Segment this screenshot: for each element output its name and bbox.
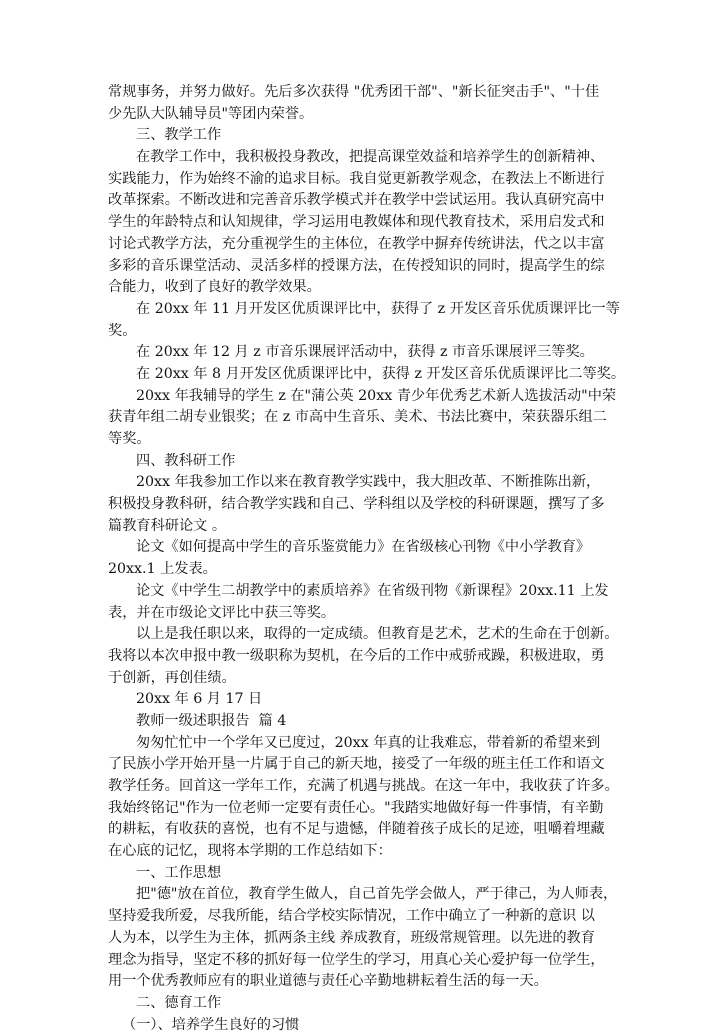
text-line: 坚持爱我所爱，尽我所能，结合学校实际情况，工作中确立了一种新的意识 以 <box>108 908 595 925</box>
text-line: 的耕耘，有收获的喜悦，也有不足与遗憾，伴随着孩子成长的足迹，咀嚼着埋藏 <box>108 821 605 838</box>
text-line: 实践能力，作为始终不渝的追求目标。我自觉更新教学观念，在教法上不断进行 <box>108 170 605 187</box>
text-line: 论文《如何提高中学生的音乐鉴赏能力》在省级核心刊物《中小学教育》 <box>136 539 591 556</box>
text-line: 讨论式教学方法，充分重视学生的主体位，在教学中摒弃传统讲法，代之以丰富 <box>108 235 605 252</box>
text-line: 奖。 <box>108 322 137 339</box>
text-line: 改革探索。不断改进和完善音乐教学模式并在教学中尝试运用。我认真研究高中 <box>108 192 605 209</box>
text-line: 在教学工作中，我积极投身教改，把提高课堂效益和培养学生的创新精神、 <box>136 149 605 166</box>
text-line: 表，并在市级论文评比中获三等奖。 <box>108 604 336 621</box>
text-line: 了民族小学开始开垦一片属于自己的新天地，接受了一年级的班主任工作和语文 <box>108 756 605 773</box>
text-line: 二、德育工作 <box>136 994 222 1011</box>
text-line: 20xx 年 6 月 17 日 <box>136 691 263 708</box>
text-line: 在 20xx 年 8 月开发区优质课评比中，获得 z 开发区音乐优质课评比二等奖。 <box>136 365 626 382</box>
text-line: 论文《中学生二胡教学中的素质培养》在省级刊物《新课程》20xx.11 上发 <box>136 582 609 599</box>
text-line: 积极投身教科研，结合教学实践和自己、学科组以及学校的科研课题，撰写了多 <box>108 496 605 513</box>
text-line: 把"德"放在首位，教育学生做人，自己首先学会做人，严于律己，为人师表， <box>136 886 618 903</box>
text-line: 四、教科研工作 <box>136 452 236 469</box>
text-line: 多彩的音乐课堂活动、灵活多样的授课方法，在传授知识的同时，提高学生的综 <box>108 257 605 274</box>
text-line: 教学任务。回首这一学年工作，充满了机遇与挑战。在这一年中，我收获了许多。 <box>108 778 619 794</box>
document-page <box>108 82 626 1036</box>
text-line: 20xx.1 上发表。 <box>108 561 217 578</box>
text-line: 在 20xx 年 11 月开发区优质课评比中，获得了 z 开发区音乐优质课评比一等 <box>136 300 620 317</box>
text-line: 合能力，收到了良好的教学效果。 <box>108 279 321 296</box>
text-line: 学生的年龄特点和认知规律，学习运用电教媒体和现代教育技术，采用启发式和 <box>108 214 605 231</box>
text-line: 常规事务，并努力做好。先后多次获得 "优秀团干部"、"新长征突击手"、"十佳 <box>108 84 600 100</box>
text-line: 篇教育科研论文 。 <box>108 517 227 534</box>
text-line: （一）、培养学生良好的习惯 <box>122 1016 300 1033</box>
text-line: 在心底的记忆，现将本学期的工作总结如下： <box>108 843 392 860</box>
text-line: 在 20xx 年 12 月 z 市音乐课展评活动中，获得 z 市音乐课展评三等奖。 <box>136 344 594 361</box>
text-line: 以上是我任职以来，取得的一定成绩。但教育是艺术，艺术的生命在于创新。 <box>136 626 619 643</box>
text-line: 我始终铭记"作为一位老师一定要有责任心。"我踏实地做好每一件事情，有辛勤 <box>108 799 604 816</box>
text-line: 20xx 年我参加工作以来在教育教学实践中，我大胆改革、不断推陈出新， <box>136 474 601 491</box>
text-line: 三、教学工作 <box>136 127 222 144</box>
text-line: 我将以本次申报中教一级职称为契机，在今后的工作中戒骄戒躁，积极进取，勇 <box>108 647 605 664</box>
text-line: 用一个优秀教师应有的职业道德与责任心辛勤地耕耘着生活的每一天。 <box>108 973 548 990</box>
text-line: 人为本，以学生为主体，抓两条主线 养成教育，班级常规管理。以先进的教育 <box>108 929 595 946</box>
text-line: 少先队大队辅导员"等团内荣誉。 <box>108 105 314 122</box>
text-line: 一、工作思想 <box>136 864 222 881</box>
text-line: 等奖。 <box>108 431 151 447</box>
text-line: 教师一级述职报告 篇 4 <box>136 712 287 729</box>
text-line: 理念为指导，坚定不移的抓好每一位学生的学习，用真心关心爱护每一位学生， <box>108 951 605 968</box>
text-line: 获青年组二胡专业银奖；在 z 市高中生音乐、美术、书法比赛中，荣获器乐组二 <box>108 409 607 426</box>
text-line: 匆匆忙忙中一个学年又已度过，20xx 年真的让我难忘，带着新的希望来到 <box>136 734 601 751</box>
text-line: 20xx 年我辅导的学生 z 在"蒲公英 20xx 青少年优秀艺术新人选拔活动"中荣 <box>136 387 617 404</box>
text-line: 于创新，再创佳绩。 <box>108 669 236 686</box>
